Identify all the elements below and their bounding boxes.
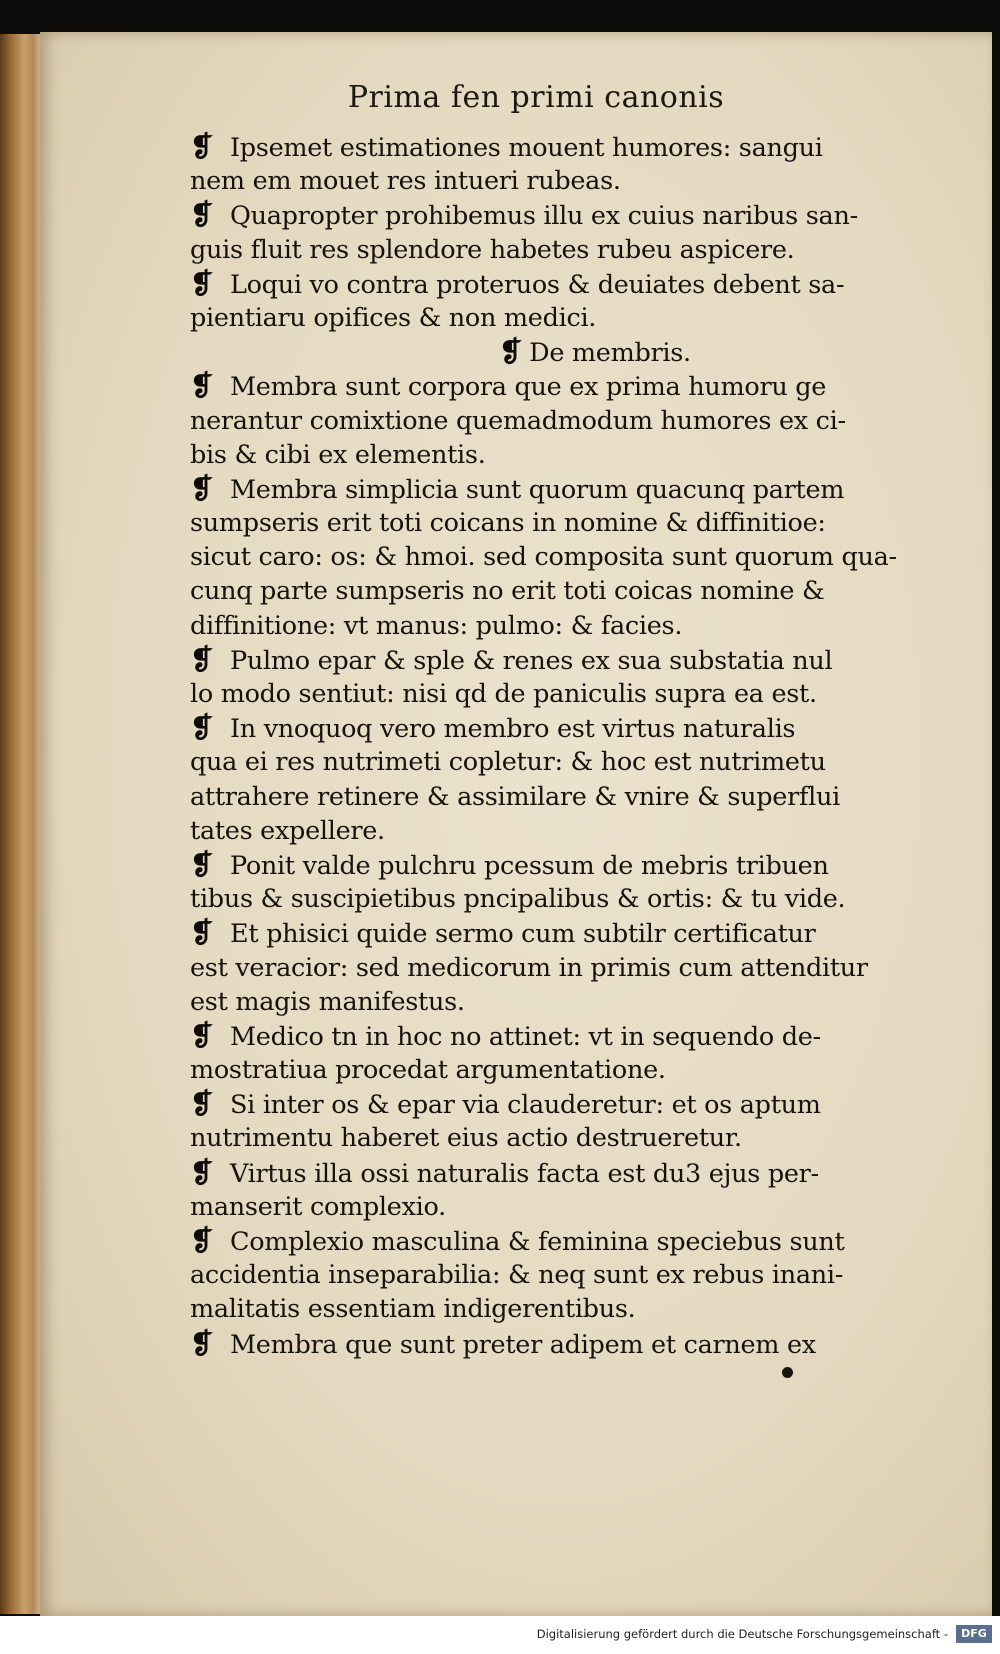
text-line xyxy=(190,1327,950,1361)
line-text: sumpseris erit toti coicans in nomine & diffinitioe: xyxy=(190,508,826,539)
paragraph-mark-icon xyxy=(190,1327,230,1361)
text-line xyxy=(190,164,950,198)
paragraph-mark-icon xyxy=(190,130,230,164)
text-line xyxy=(190,472,950,506)
running-head: Prima fen primi canonis xyxy=(347,80,725,115)
text-line xyxy=(190,233,950,267)
line-text: tates expellere. xyxy=(190,815,385,846)
paragraph-mark-icon xyxy=(190,1019,230,1053)
text-line xyxy=(190,1190,950,1224)
paragraph-mark-icon xyxy=(190,711,230,745)
paragraph-mark-icon xyxy=(190,848,230,882)
line-text: mostratiua procedat argumentatione. xyxy=(190,1055,666,1086)
paragraph-mark-icon xyxy=(190,1156,230,1190)
text-line xyxy=(190,267,950,301)
text-line xyxy=(190,506,950,540)
text-line xyxy=(190,745,950,779)
line-text: Membra sunt corpora que ex prima humoru ge xyxy=(230,372,827,403)
line-text: Loqui vo contra proteruos & deuiates debent sa- xyxy=(230,269,845,300)
text-line xyxy=(190,369,950,403)
book-page xyxy=(40,32,992,1616)
text-line xyxy=(190,848,950,882)
text-line xyxy=(190,951,950,985)
line-text: est veracior: sed medicorum in primis cum attenditur xyxy=(190,952,868,983)
paragraph-mark-icon xyxy=(190,1224,230,1258)
line-text: cunq parte sumpseris no erit toti coicas nomine & xyxy=(190,576,825,607)
paragraph-mark-icon xyxy=(190,267,230,301)
text-line xyxy=(190,574,950,608)
text-line xyxy=(190,438,950,472)
dfg-logo: DFG xyxy=(956,1625,992,1643)
text-line xyxy=(190,1258,950,1292)
text-line xyxy=(190,814,950,848)
line-text: bis & cibi ex elementis. xyxy=(190,439,486,470)
line-text: Ponit valde pulchru pcessum de mebris tribuen xyxy=(230,850,829,881)
line-text: nem em mouet res intueri rubeas. xyxy=(190,166,621,197)
line-text: sicut caro: os: & hmoi. sed composita sunt quorum qua- xyxy=(190,542,897,573)
text-line xyxy=(190,198,950,232)
text-line xyxy=(190,711,950,745)
text-line xyxy=(190,882,950,916)
paragraph-mark-icon xyxy=(190,1087,230,1121)
text-line xyxy=(190,1292,950,1326)
text-line xyxy=(190,130,950,164)
text-line xyxy=(190,1087,950,1121)
text-block xyxy=(190,130,950,1361)
line-text: Quapropter prohibemus illu ex cuius naribus san- xyxy=(230,201,858,232)
line-text: accidentia inseparabilia: & neq sunt ex rebus inani- xyxy=(190,1260,844,1291)
text-line xyxy=(190,301,950,335)
text-line xyxy=(190,643,950,677)
text-line xyxy=(190,1121,950,1155)
line-text: Pulmo epar & sple & renes ex sua substatia nul xyxy=(230,645,833,676)
book-edge xyxy=(0,34,44,1614)
line-text: Membra que sunt preter adipem et carnem ex xyxy=(230,1329,816,1360)
text-line xyxy=(190,780,950,814)
line-text: Ipsemet estimationes mouent humores: sangui xyxy=(230,133,823,163)
line-text: attrahere retinere & assimilare & vnire & superflui xyxy=(190,781,840,812)
line-text: guis fluit res splendore habetes rubeu aspicere. xyxy=(190,234,795,265)
text-line xyxy=(190,404,950,438)
text-line xyxy=(190,916,950,950)
text-line xyxy=(190,540,950,574)
paragraph-mark-icon xyxy=(190,198,230,232)
line-text: Complexio masculina & feminina speciebus sunt xyxy=(230,1227,845,1257)
ink-dot xyxy=(782,1367,793,1378)
line-text: tibus & suscipietibus pncipalibus & ortis: & tu vide. xyxy=(190,884,846,915)
text-line xyxy=(190,985,950,1019)
line-text: qua ei res nutrimeti copletur: & hoc est nutrimetu xyxy=(190,747,826,778)
text-line xyxy=(190,335,950,369)
line-text: nerantur comixtione quemadmodum humores ex ci- xyxy=(190,405,846,436)
text-line xyxy=(190,1156,950,1190)
text-line xyxy=(190,677,950,711)
line-text: pientiaru opifices & non medici. xyxy=(190,302,597,333)
line-text: nutrimentu haberet eius actio destrueretur. xyxy=(190,1123,742,1154)
line-text: De membris. xyxy=(529,338,691,369)
text-line xyxy=(190,1224,950,1258)
line-text: In vnoquoq vero membro est virtus naturalis xyxy=(230,714,796,745)
line-text: diffinitione: vt manus: pulmo: & facies. xyxy=(190,610,683,641)
line-text: Si inter os & epar via clauderetur: et os aptum xyxy=(230,1090,821,1121)
line-text: Medico tn in hoc no attinet: vt in sequendo de- xyxy=(230,1021,821,1052)
funding-credit: Digitalisierung gefördert durch die Deutsche Forschungsgemeinschaft - xyxy=(536,1627,948,1641)
text-line xyxy=(190,609,950,643)
paragraph-mark-icon xyxy=(190,916,230,950)
line-text: lo modo sentiut: nisi qd de paniculis supra ea est. xyxy=(190,679,817,709)
paragraph-mark-icon xyxy=(489,335,529,369)
text-line xyxy=(190,1019,950,1053)
line-text: Membra simplicia sunt quorum quacunq partem xyxy=(230,474,845,505)
line-text: est magis manifestus. xyxy=(190,986,465,1017)
line-text: Et phisici quide sermo cum subtilr certificatur xyxy=(230,919,816,950)
footer-bar xyxy=(0,1616,1000,1654)
paragraph-mark-icon xyxy=(190,369,230,403)
line-text: malitatis essentiam indigerentibus. xyxy=(190,1294,636,1325)
line-text: manserit complexio. xyxy=(190,1191,446,1222)
paragraph-mark-icon xyxy=(190,472,230,506)
paragraph-mark-icon xyxy=(190,643,230,677)
text-line xyxy=(190,1053,950,1087)
line-text: Virtus illa ossi naturalis facta est du3 ejus per- xyxy=(230,1158,819,1189)
